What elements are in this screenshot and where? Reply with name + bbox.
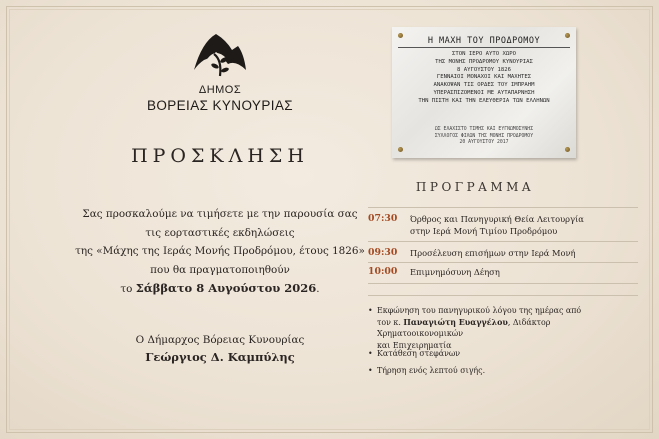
org-line2: ΒΟΡΕΙΑΣ ΚΥΝΟΥΡΙΑΣ [146, 98, 294, 113]
plaque-line: ΤΗΝ ΠΙΣΤΗ ΚΑΙ ΤΗΝ ΕΛΕΥΘΕΡΙΑ ΤΩΝ ΕΛΛΗΝΩΝ [418, 97, 550, 104]
program-title: ΠΡΟΓΡΑΜΜΑ [415, 180, 535, 194]
plaque-divider [398, 47, 570, 48]
invitation-line: της «Μάχης της Ιεράς Μονής Προδρόμου, έτους 1826» [75, 245, 365, 257]
bullet-icon: • [368, 366, 373, 375]
page-title: ΠΡΟΣΚΛΗΣΗ [131, 145, 309, 167]
schedule-line: Όρθρος και Πανηγυρική Θεία Λειτουργία [410, 214, 584, 224]
divider [368, 283, 638, 284]
signature-role: Ο Δήμαρχος Βόρειας Κυνουρίας [135, 334, 305, 346]
divider [368, 262, 638, 263]
plaque-line: ΥΠΕΡΑΣΠΙΖΟΜΕΝΟΙ ΜΕ ΑΥΤΑΠΑΡΝΗΣΗ [433, 89, 535, 96]
bolt-icon [398, 147, 403, 152]
list-line [377, 317, 627, 340]
plaque-line: 8 ΑΥΓΟΥΣΤΟΥ 1826 [457, 66, 511, 73]
bullet-icon: • [368, 306, 373, 315]
list-line: και Επιχειρηματία [377, 340, 452, 350]
signature-name: Γεώργιος Δ. Καμπύλης [145, 350, 295, 364]
list-item-text: Τήρηση ενός λεπτού σιγής. [377, 366, 486, 375]
schedule-line: στην Ιερά Μονή Τιμίου Προδρόμου [410, 226, 558, 236]
schedule-time: 10:00 [368, 266, 398, 277]
plaque-footer [392, 127, 576, 147]
invitation-line: Σας προσκαλούμε να τιμήσετε με την παρουσία σας [82, 208, 358, 220]
plaque-line: ΣΤΟΝ ΙΕΡΟ ΑΥΤΟ ΧΩΡΟ [452, 51, 516, 57]
schedule-time: 07:30 [368, 213, 398, 224]
plaque-line: ΑΝΑΚΟΨΑΝ ΤΙΣ ΟΡΔΕΣ ΤΟΥ ΙΜΠΡΑΗΜ [433, 82, 535, 89]
speaker-title: , Διδάκτορ Χρηματοοικονομικών [377, 317, 551, 338]
schedule-item [368, 213, 638, 241]
memorial-plaque [392, 27, 576, 158]
speaker-prefix: τον κ. [377, 317, 404, 327]
plaque-body [392, 51, 576, 106]
divider [368, 295, 638, 296]
plaque-line: ΤΗΣ ΜΟΝΗΣ ΠΡΟΔΡΟΜΟΥ ΚΥΝΟΥΡΙΑΣ [435, 58, 533, 65]
org-line1: ΔΗΜΟΣ [198, 84, 242, 96]
invitation-text [40, 205, 400, 299]
plaque-footer-line: ΣΥΛΛΟΓΟΣ ΦΙΛΩΝ ΤΗΣ ΜΟΝΗΣ ΠΡΟΔΡΟΜΟΥ [434, 133, 534, 139]
bolt-icon [565, 147, 570, 152]
schedule-item [368, 266, 638, 280]
plaque-title: Η ΜΑΧΗ ΤΟΥ ΠΡΟΔΡΟΜΟΥ [427, 36, 541, 46]
schedule-description [410, 213, 630, 237]
list-item-text: Κατάθεση στεφάνων [377, 349, 461, 358]
date-suffix: . [316, 283, 320, 295]
list-item-text [377, 305, 627, 351]
invitation-date-line [40, 279, 400, 299]
list-line: Εκφώνηση του πανηγυρικού λόγου της ημέρας από [377, 306, 582, 315]
schedule-description: Επιμνημόσυνη Δέηση [410, 267, 500, 277]
schedule-item [368, 247, 638, 261]
invitation-line: που θα πραγματοποιηθούν [150, 263, 290, 276]
schedule-time: 09:30 [368, 247, 398, 258]
speaker-name: Παναγιώτη Ευαγγέλου [403, 317, 508, 327]
bullet-icon: • [368, 349, 373, 358]
date-prefix: το [120, 283, 136, 295]
invitation-line: τις εορταστικές εκδηλώσεις [145, 226, 295, 239]
plaque-footer-line: ΩΣ ΕΛΑΧΙΣΤΟ ΤΙΜΗΣ ΚΑΙ ΕΥΓΝΩΜΟΣΥΝΗΣ [434, 127, 534, 132]
plaque-footer-line: 20 ΑΥΓΟΥΣΤΟΥ 2017 [459, 140, 509, 145]
schedule-description: Προσέλευση επισήμων στην Ιερά Μονή [410, 248, 576, 258]
municipality-logo-icon [192, 30, 248, 80]
plaque-line: ΓΕΝΝΑΙΟΙ ΜΟΝΑΧΟΙ ΚΑΙ ΜΑΧΗΤΕΣ [436, 74, 532, 81]
divider [368, 241, 638, 242]
divider [368, 207, 638, 208]
event-date: Σάββατο 8 Αυγούστου 2026 [135, 281, 317, 295]
